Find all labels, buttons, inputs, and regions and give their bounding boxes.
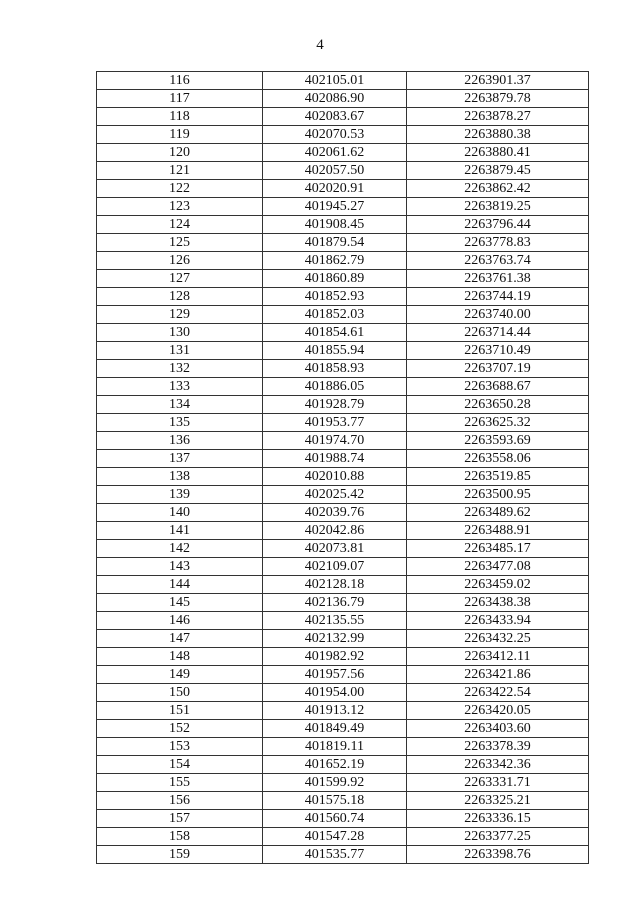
table-row (97, 648, 589, 666)
x-coordinate-cell: 402132.99 (263, 630, 407, 648)
table-row (97, 126, 589, 144)
y-coordinate-cell: 2263880.38 (407, 126, 589, 144)
x-coordinate-cell: 401954.00 (263, 684, 407, 702)
x-coordinate-cell: 402020.91 (263, 180, 407, 198)
table-row (97, 378, 589, 396)
point-number-cell: 147 (97, 630, 263, 648)
point-number-cell: 124 (97, 216, 263, 234)
point-number-cell: 134 (97, 396, 263, 414)
table-row (97, 396, 589, 414)
point-number-cell: 151 (97, 702, 263, 720)
point-number-cell: 132 (97, 360, 263, 378)
table-row (97, 252, 589, 270)
point-number-cell: 125 (97, 234, 263, 252)
y-coordinate-cell: 2263519.85 (407, 468, 589, 486)
x-coordinate-cell: 402135.55 (263, 612, 407, 630)
table-row (97, 684, 589, 702)
y-coordinate-cell: 2263778.83 (407, 234, 589, 252)
x-coordinate-cell: 402039.76 (263, 504, 407, 522)
y-coordinate-cell: 2263403.60 (407, 720, 589, 738)
x-coordinate-cell: 401908.45 (263, 216, 407, 234)
point-number-cell: 149 (97, 666, 263, 684)
y-coordinate-cell: 2263763.74 (407, 252, 589, 270)
point-number-cell: 137 (97, 450, 263, 468)
y-coordinate-cell: 2263438.38 (407, 594, 589, 612)
x-coordinate-cell: 401953.77 (263, 414, 407, 432)
coordinates-table-body (97, 72, 589, 864)
y-coordinate-cell: 2263796.44 (407, 216, 589, 234)
x-coordinate-cell: 401982.92 (263, 648, 407, 666)
y-coordinate-cell: 2263421.86 (407, 666, 589, 684)
point-number-cell: 121 (97, 162, 263, 180)
y-coordinate-cell: 2263880.41 (407, 144, 589, 162)
y-coordinate-cell: 2263593.69 (407, 432, 589, 450)
y-coordinate-cell: 2263342.36 (407, 756, 589, 774)
table-row (97, 432, 589, 450)
x-coordinate-cell: 402105.01 (263, 72, 407, 90)
x-coordinate-cell: 401535.77 (263, 846, 407, 864)
point-number-cell: 136 (97, 432, 263, 450)
point-number-cell: 138 (97, 468, 263, 486)
table-row (97, 306, 589, 324)
x-coordinate-cell: 401854.61 (263, 324, 407, 342)
point-number-cell: 157 (97, 810, 263, 828)
point-number-cell: 129 (97, 306, 263, 324)
table-row (97, 702, 589, 720)
table-row (97, 612, 589, 630)
point-number-cell: 142 (97, 540, 263, 558)
point-number-cell: 144 (97, 576, 263, 594)
x-coordinate-cell: 401879.54 (263, 234, 407, 252)
x-coordinate-cell: 402061.62 (263, 144, 407, 162)
table-row (97, 288, 589, 306)
x-coordinate-cell: 402025.42 (263, 486, 407, 504)
y-coordinate-cell: 2263761.38 (407, 270, 589, 288)
table-row (97, 666, 589, 684)
table-row (97, 720, 589, 738)
y-coordinate-cell: 2263740.00 (407, 306, 589, 324)
x-coordinate-cell: 401599.92 (263, 774, 407, 792)
point-number-cell: 120 (97, 144, 263, 162)
x-coordinate-cell: 402086.90 (263, 90, 407, 108)
table-row (97, 522, 589, 540)
y-coordinate-cell: 2263489.62 (407, 504, 589, 522)
y-coordinate-cell: 2263688.67 (407, 378, 589, 396)
y-coordinate-cell: 2263879.78 (407, 90, 589, 108)
point-number-cell: 150 (97, 684, 263, 702)
y-coordinate-cell: 2263625.32 (407, 414, 589, 432)
y-coordinate-cell: 2263710.49 (407, 342, 589, 360)
point-number-cell: 131 (97, 342, 263, 360)
x-coordinate-cell: 401957.56 (263, 666, 407, 684)
point-number-cell: 153 (97, 738, 263, 756)
x-coordinate-cell: 401913.12 (263, 702, 407, 720)
y-coordinate-cell: 2263901.37 (407, 72, 589, 90)
table-row (97, 360, 589, 378)
y-coordinate-cell: 2263879.45 (407, 162, 589, 180)
table-row (97, 216, 589, 234)
table-row (97, 414, 589, 432)
y-coordinate-cell: 2263485.17 (407, 540, 589, 558)
point-number-cell: 146 (97, 612, 263, 630)
y-coordinate-cell: 2263377.25 (407, 828, 589, 846)
x-coordinate-cell: 401560.74 (263, 810, 407, 828)
x-coordinate-cell: 401575.18 (263, 792, 407, 810)
table-row (97, 792, 589, 810)
y-coordinate-cell: 2263422.54 (407, 684, 589, 702)
x-coordinate-cell: 401886.05 (263, 378, 407, 396)
x-coordinate-cell: 402057.50 (263, 162, 407, 180)
point-number-cell: 152 (97, 720, 263, 738)
point-number-cell: 118 (97, 108, 263, 126)
y-coordinate-cell: 2263558.06 (407, 450, 589, 468)
table-row (97, 774, 589, 792)
point-number-cell: 155 (97, 774, 263, 792)
y-coordinate-cell: 2263488.91 (407, 522, 589, 540)
point-number-cell: 140 (97, 504, 263, 522)
table-row (97, 198, 589, 216)
point-number-cell: 159 (97, 846, 263, 864)
point-number-cell: 128 (97, 288, 263, 306)
y-coordinate-cell: 2263862.42 (407, 180, 589, 198)
table-row (97, 486, 589, 504)
table-row (97, 810, 589, 828)
y-coordinate-cell: 2263477.08 (407, 558, 589, 576)
table-row (97, 144, 589, 162)
table-row (97, 504, 589, 522)
table-row (97, 450, 589, 468)
x-coordinate-cell: 401858.93 (263, 360, 407, 378)
y-coordinate-cell: 2263707.19 (407, 360, 589, 378)
x-coordinate-cell: 401988.74 (263, 450, 407, 468)
y-coordinate-cell: 2263459.02 (407, 576, 589, 594)
x-coordinate-cell: 402136.79 (263, 594, 407, 612)
x-coordinate-cell: 401974.70 (263, 432, 407, 450)
y-coordinate-cell: 2263500.95 (407, 486, 589, 504)
table-row (97, 468, 589, 486)
x-coordinate-cell: 402073.81 (263, 540, 407, 558)
x-coordinate-cell: 402042.86 (263, 522, 407, 540)
table-row (97, 72, 589, 90)
point-number-cell: 135 (97, 414, 263, 432)
coordinates-table (96, 71, 589, 864)
y-coordinate-cell: 2263714.44 (407, 324, 589, 342)
y-coordinate-cell: 2263331.71 (407, 774, 589, 792)
y-coordinate-cell: 2263420.05 (407, 702, 589, 720)
y-coordinate-cell: 2263744.19 (407, 288, 589, 306)
point-number-cell: 123 (97, 198, 263, 216)
x-coordinate-cell: 401547.28 (263, 828, 407, 846)
x-coordinate-cell: 402083.67 (263, 108, 407, 126)
x-coordinate-cell: 401819.11 (263, 738, 407, 756)
x-coordinate-cell: 401849.49 (263, 720, 407, 738)
table-row (97, 162, 589, 180)
table-row (97, 756, 589, 774)
y-coordinate-cell: 2263336.15 (407, 810, 589, 828)
table-row (97, 342, 589, 360)
table-row (97, 180, 589, 198)
point-number-cell: 154 (97, 756, 263, 774)
y-coordinate-cell: 2263378.39 (407, 738, 589, 756)
point-number-cell: 133 (97, 378, 263, 396)
y-coordinate-cell: 2263412.11 (407, 648, 589, 666)
table-row (97, 828, 589, 846)
table-row (97, 90, 589, 108)
point-number-cell: 148 (97, 648, 263, 666)
x-coordinate-cell: 401862.79 (263, 252, 407, 270)
y-coordinate-cell: 2263398.76 (407, 846, 589, 864)
x-coordinate-cell: 401928.79 (263, 396, 407, 414)
table-row (97, 558, 589, 576)
point-number-cell: 130 (97, 324, 263, 342)
x-coordinate-cell: 401852.03 (263, 306, 407, 324)
table-row (97, 846, 589, 864)
y-coordinate-cell: 2263819.25 (407, 198, 589, 216)
point-number-cell: 139 (97, 486, 263, 504)
x-coordinate-cell: 401852.93 (263, 288, 407, 306)
y-coordinate-cell: 2263433.94 (407, 612, 589, 630)
point-number-cell: 145 (97, 594, 263, 612)
x-coordinate-cell: 402128.18 (263, 576, 407, 594)
y-coordinate-cell: 2263650.28 (407, 396, 589, 414)
y-coordinate-cell: 2263432.25 (407, 630, 589, 648)
point-number-cell: 116 (97, 72, 263, 90)
table-row (97, 540, 589, 558)
point-number-cell: 117 (97, 90, 263, 108)
x-coordinate-cell: 401945.27 (263, 198, 407, 216)
point-number-cell: 119 (97, 126, 263, 144)
x-coordinate-cell: 401652.19 (263, 756, 407, 774)
y-coordinate-cell: 2263325.21 (407, 792, 589, 810)
x-coordinate-cell: 401855.94 (263, 342, 407, 360)
point-number-cell: 126 (97, 252, 263, 270)
point-number-cell: 127 (97, 270, 263, 288)
table-row (97, 324, 589, 342)
point-number-cell: 156 (97, 792, 263, 810)
y-coordinate-cell: 2263878.27 (407, 108, 589, 126)
table-row (97, 234, 589, 252)
x-coordinate-cell: 401860.89 (263, 270, 407, 288)
point-number-cell: 122 (97, 180, 263, 198)
table-row (97, 270, 589, 288)
table-row (97, 594, 589, 612)
x-coordinate-cell: 402070.53 (263, 126, 407, 144)
table-row (97, 108, 589, 126)
table-row (97, 738, 589, 756)
x-coordinate-cell: 402010.88 (263, 468, 407, 486)
point-number-cell: 143 (97, 558, 263, 576)
point-number-cell: 141 (97, 522, 263, 540)
point-number-cell: 158 (97, 828, 263, 846)
page-number: 4 (316, 37, 324, 53)
table-row (97, 630, 589, 648)
table-row (97, 576, 589, 594)
x-coordinate-cell: 402109.07 (263, 558, 407, 576)
